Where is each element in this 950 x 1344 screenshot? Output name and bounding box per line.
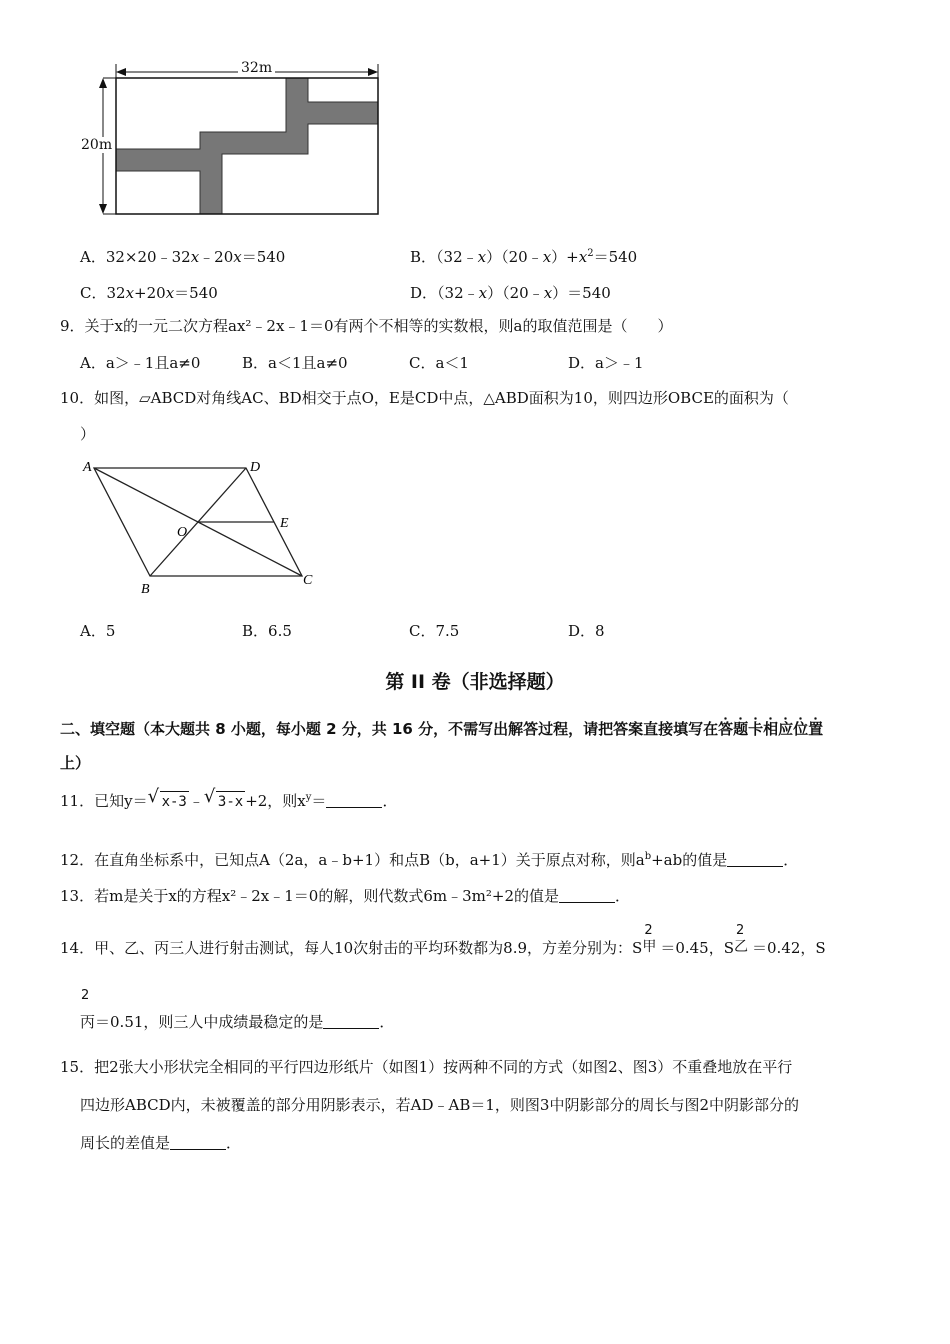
answer-blank-12[interactable]: [727, 852, 783, 867]
answer-blank-11[interactable]: [326, 793, 382, 808]
question-15-line-2: 四边形ABCD内，未被覆盖的部分用阴影表示，若AD﹣AB＝1，则图3中阴影部分的周长与图2中阴影部分的: [80, 1096, 799, 1114]
option-a[interactable]: A．32×20﹣32x﹣20x＝540: [80, 248, 286, 266]
q9-option-b[interactable]: B．a＜1且a≠0: [242, 354, 348, 372]
q10-option-d[interactable]: D．8: [568, 622, 605, 640]
question-15-line-1: 15．把2张大小形状完全相同的平行四边形纸片（如图1）按两种不同的方式（如图2、图3）不重叠地放在平行: [60, 1058, 793, 1076]
variance-yi: 2 乙: [734, 923, 749, 955]
question-14-cont: 丙＝0.51，则三人中成绩最稳定的是 ．: [80, 1013, 395, 1031]
section-heading: 二、填空题（本大题共 8 小题，每小题 2 分，共 16 分，不需写出解答过程，请把答案直接填写在答题卡相应位置 上）: [60, 712, 900, 780]
sqrt-1: √ x-3: [147, 786, 187, 810]
parallelogram-figure: [78, 455, 328, 600]
q9-option-d[interactable]: D．a＞﹣1: [568, 354, 644, 372]
label-a: A: [83, 460, 92, 475]
answer-blank-13[interactable]: [559, 888, 615, 903]
variance-bing-sup: 2: [81, 988, 90, 1003]
label-c: C: [303, 573, 313, 588]
q10-option-a[interactable]: A．5: [80, 622, 116, 640]
sqrt-2: √ 3-x: [203, 786, 244, 810]
question-10: 10．如图，▱ABCD对角线AC、BD相交于点O，E是CD中点，△ABD面积为10，则四边形OBCE的面积为（: [60, 389, 789, 407]
width-label: 32m: [238, 60, 275, 76]
q10-option-c[interactable]: C．7.5: [409, 622, 460, 640]
answer-blank-14[interactable]: [323, 1014, 379, 1029]
question-15-line-3: 周长的差值是 ．: [80, 1134, 242, 1152]
question-10-text: 如图，▱ABCD对角线AC、BD相交于点O，E是CD中点，△ABD面积为10，则四边形OBCE的面积为（: [94, 389, 789, 407]
question-9-text: 关于x的一元二次方程ax²﹣2x﹣1＝0有两个不相等的实数根，则a的取值范围是（ ）: [84, 317, 673, 335]
part-2-title: 第 II 卷（非选择题）: [385, 671, 565, 693]
option-d[interactable]: D．（32﹣x）（20﹣x）＝540: [410, 284, 611, 302]
label-d: D: [250, 460, 261, 475]
variance-jia: 2 甲: [642, 923, 657, 955]
height-label: 20m: [81, 137, 113, 153]
emphasis-dotted: 答题卡相应位置: [718, 716, 823, 738]
question-12: 12．在直角坐标系中，已知点A（2a，a﹣b+1）和点B（b，a+1）关于原点对称，则$a^b+ab$的值是 ．: [60, 851, 799, 869]
label-b: B: [141, 582, 150, 597]
q9-option-c[interactable]: C．a＜1: [409, 354, 469, 372]
field-figure: [78, 58, 388, 218]
q9-option-a[interactable]: A．a＞﹣1且a≠0: [80, 354, 201, 372]
label-e: E: [280, 516, 289, 531]
label-o: O: [177, 525, 188, 540]
shaded-road: [116, 78, 378, 214]
option-c[interactable]: C．32x+20x＝540: [80, 284, 218, 302]
q10-option-b[interactable]: B．6.5: [242, 622, 292, 640]
question-14: 14．甲、乙、丙三人进行射击测试，每人10次射击的平均环数都为8.9，方差分别为：S 2 甲 ＝0.45，S 2 乙 ＝0.42，S: [60, 923, 826, 957]
question-9: 9．关于x的一元二次方程ax²﹣2x﹣1＝0有两个不相等的实数根，则a的取值范围是（ ）: [60, 317, 673, 335]
question-10-cont: ）: [80, 425, 96, 443]
question-13: 13．若m是关于x的方程x²﹣2x﹣1＝0的解，则代数式6m﹣3m²+2的值是 ．: [60, 887, 631, 905]
question-11: 11．已知y＝ √ x-3 ﹣ √ 3-x +2，则$x^y=$ ．: [60, 786, 398, 810]
answer-blank-15[interactable]: [170, 1135, 226, 1150]
option-b[interactable]: B．$(32﹣x)(20﹣x)+x^2=540$: [410, 248, 638, 266]
